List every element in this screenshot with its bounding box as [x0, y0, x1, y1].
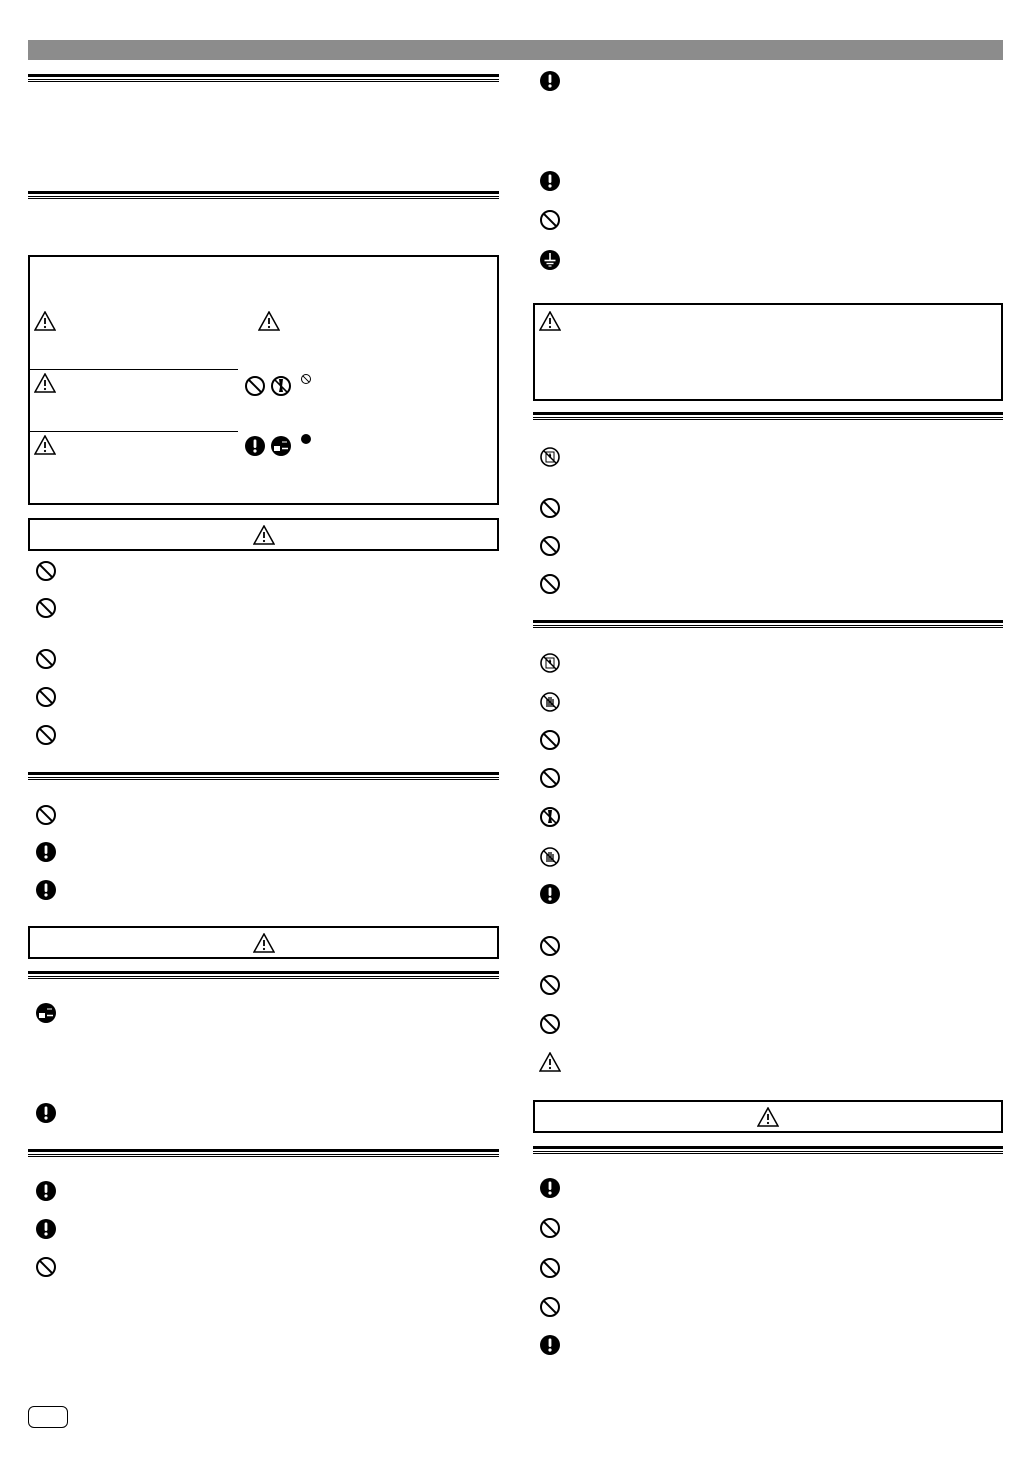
- prohibited-icon: [539, 1217, 561, 1239]
- prohibited-icon: [539, 573, 561, 595]
- unplug-icon: [270, 435, 292, 457]
- caution-banner: [533, 1100, 1003, 1133]
- no-water-icon: [539, 652, 561, 674]
- prohibited-icon: [539, 209, 561, 231]
- no-disassembly-icon: [270, 375, 292, 397]
- prohibited-icon: [35, 724, 57, 746]
- small-prohibited-icon: [300, 373, 312, 385]
- prohibited-icon: [35, 560, 57, 582]
- mandatory-icon: [35, 1102, 57, 1124]
- mandatory-icon: [539, 883, 561, 905]
- warning-banner: [28, 518, 499, 551]
- mandatory-icon: [539, 170, 561, 192]
- legend-divider: [30, 431, 238, 432]
- legend-divider: [30, 369, 238, 370]
- no-wet-hands-icon: [539, 691, 561, 713]
- mandatory-icon: [35, 841, 57, 863]
- prohibited-icon: [539, 1296, 561, 1318]
- prohibited-icon: [539, 1013, 561, 1035]
- warning-note-box: [533, 303, 1003, 401]
- section-rule: [28, 971, 499, 979]
- section-rule: [28, 1149, 499, 1157]
- section-rule: [533, 1146, 1003, 1154]
- caution-triangle-icon: [539, 1052, 561, 1072]
- prohibited-icon: [35, 804, 57, 826]
- prohibited-icon: [539, 767, 561, 789]
- mandatory-icon: [539, 70, 561, 92]
- caution-triangle-icon: [258, 311, 280, 331]
- prohibited-icon: [539, 935, 561, 957]
- symbol-legend-box: [28, 255, 499, 505]
- warning-triangle-icon: [34, 373, 56, 393]
- prohibited-icon: [244, 375, 266, 397]
- mandatory-icon: [35, 879, 57, 901]
- small-mandatory-dot-icon: [300, 433, 312, 445]
- mandatory-icon: [35, 1180, 57, 1202]
- mandatory-icon: [539, 1334, 561, 1356]
- mandatory-icon: [539, 1177, 561, 1199]
- no-water-icon: [539, 446, 561, 468]
- prohibited-icon: [35, 648, 57, 670]
- unplug-icon: [35, 1002, 57, 1024]
- caution-banner: [28, 926, 499, 959]
- section-rule: [28, 74, 499, 82]
- section-rule: [533, 620, 1003, 628]
- ground-icon: [539, 249, 561, 271]
- prohibited-icon: [539, 497, 561, 519]
- page-number-tab: [28, 1406, 68, 1428]
- warning-triangle-icon: [539, 311, 561, 331]
- warning-triangle-icon: [253, 525, 275, 545]
- prohibited-icon: [539, 974, 561, 996]
- caution-triangle-icon: [253, 933, 275, 953]
- prohibited-icon: [35, 597, 57, 619]
- prohibited-icon: [539, 535, 561, 557]
- prohibited-icon: [35, 1256, 57, 1278]
- section-rule: [28, 772, 499, 780]
- mandatory-icon: [244, 435, 266, 457]
- prohibited-icon: [35, 686, 57, 708]
- no-disassembly-icon: [539, 806, 561, 828]
- header-bar: [28, 40, 1003, 60]
- warning-triangle-icon: [34, 311, 56, 331]
- warning-triangle-icon: [34, 435, 56, 455]
- prohibited-icon: [539, 729, 561, 751]
- prohibited-icon: [539, 1257, 561, 1279]
- caution-triangle-icon: [757, 1107, 779, 1127]
- mandatory-icon: [35, 1218, 57, 1240]
- section-rule: [28, 191, 499, 199]
- no-wet-hands-icon: [539, 846, 561, 868]
- section-rule: [533, 412, 1003, 420]
